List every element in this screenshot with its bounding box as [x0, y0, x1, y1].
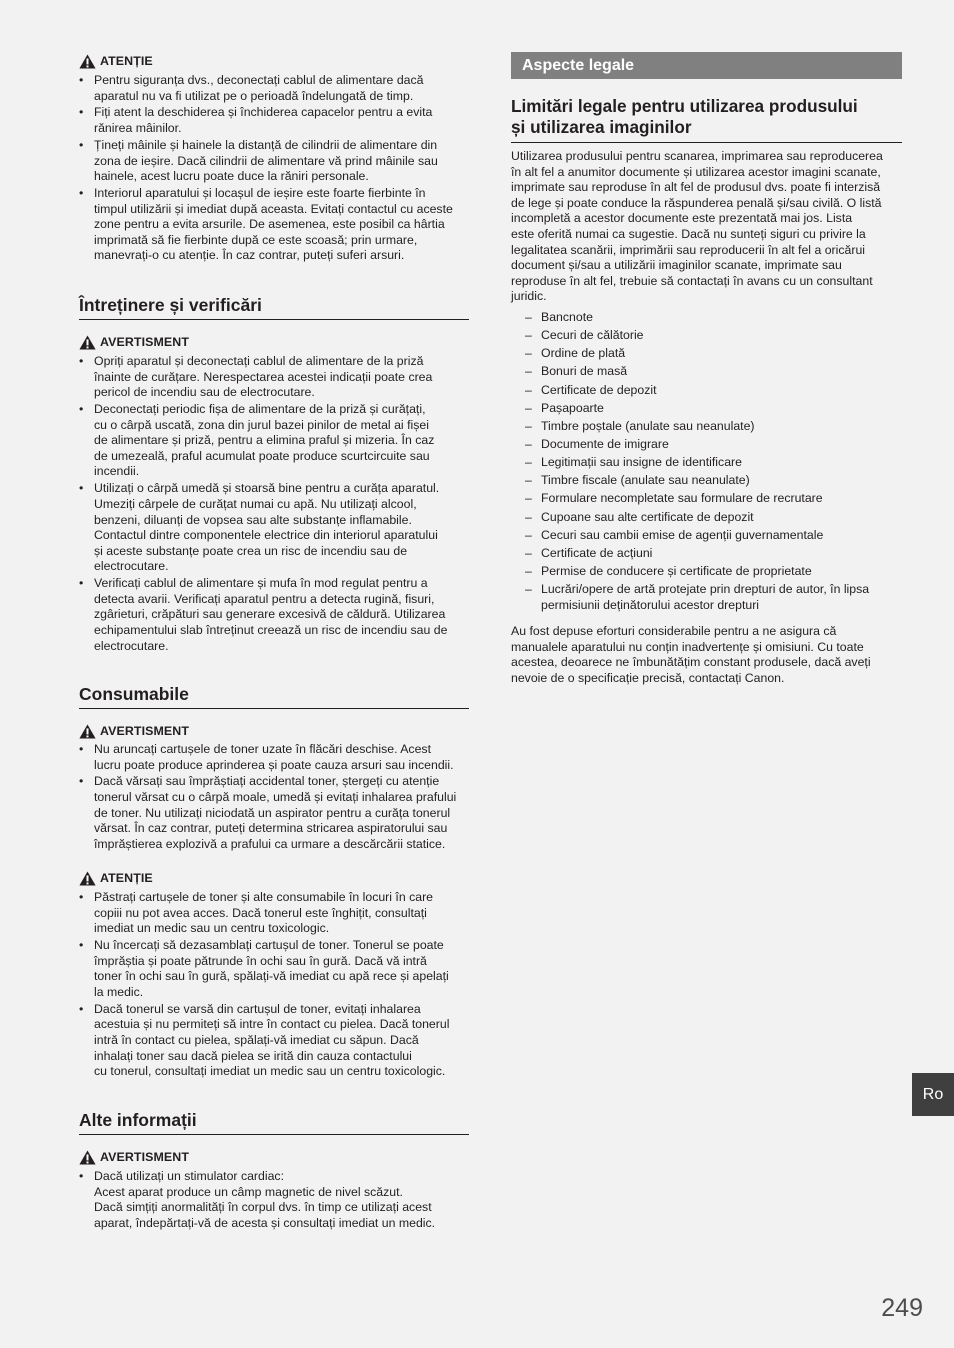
list-item: – Formulare necompletate sau formulare de recrutare — [511, 491, 902, 507]
warning-label: AVERTISMENT — [100, 724, 189, 738]
list-item: • Pentru siguranța dvs., deconectați cablul de alimentare dacă aparatul nu va fi utilizat pe o perioadă îndelungată de timp. — [79, 73, 471, 104]
list-item: – Bonuri de masă — [511, 364, 902, 380]
list-item: • Dacă utilizați un stimulator cardiac: Acest aparat produce un câmp magnetic de nivel scăzut. Dacă simțiți anormalități în corpul dvs. în timp ce utilizați acest aparat, îndepărtați-vă de acesta și consultați imediat un medic. — [79, 1169, 471, 1231]
section-heading-other-info: Alte informații — [79, 1110, 469, 1135]
warning-heading — [79, 334, 189, 350]
caution-label: ATENȚIE — [100, 871, 153, 885]
maintenance-warning-list — [79, 354, 471, 655]
list-item: – Bancnote — [511, 310, 902, 326]
list-item: • Dacă vărsați sau împrăștiați accidental toner, ștergeți cu atenție tonerul vărsat cu o cârpă moale, umedă și evitați inhalarea prafului de toner. Nu utilizați niciodată un aspirator pentru a curăța tonerul vărsat. În caz contrar, puteți determina stricarea aspiratorului sau împrăștierea explozivă a prafului ca urmare a descărcării statice. — [79, 774, 471, 852]
legal-limitations-title: Limitări legale pentru utilizarea produsului și utilizarea imaginilor — [511, 96, 902, 143]
list-item: • Utilizați o cârpă umedă și stoarsă bine pentru a curăța aparatul. Umeziți cârpele de curățat numai cu apă. Nu utilizați alcool, benzeni, diluanți de vopsea sau alte substanțe inflamabile. Contactul dintre componentele electrice din interiorul aparatului și aceste substanțe poate crea un risc de incendiu sau de electrocutare. — [79, 481, 471, 575]
list-item: – Legitimații sau insigne de identificare — [511, 455, 902, 471]
caution-heading — [79, 870, 153, 886]
consumables-caution-list — [79, 890, 471, 1081]
section-banner-legal: Aspecte legale — [511, 52, 902, 79]
warning-triangle-icon — [79, 871, 96, 886]
caution-list — [79, 73, 471, 265]
list-item: – Documente de imigrare — [511, 437, 902, 453]
language-tab[interactable]: Ro — [912, 1073, 954, 1116]
other-info-warning-list — [79, 1169, 471, 1233]
list-item: • Deconectați periodic fișa de alimentare de la priză și curățați, cu o cârpă uscată, zona din jurul bazei pinilor de metal ai fișei de alimentare și priză, pentru a elimina praful și mizeria. În caz de umezeală, praful acumulat poate produce scurtcircuite sau incendii. — [79, 402, 471, 480]
list-item: – Certificate de depozit — [511, 383, 902, 399]
list-item: • Păstrați cartușele de toner și alte consumabile în locuri în care copiii nu pot avea acces. Dacă tonerul este înghițit, consultați imediat un medic sau un centru toxicologic. — [79, 890, 471, 937]
list-item: – Ordine de plată — [511, 346, 902, 362]
section-heading-maintenance: Întreținere și verificări — [79, 295, 469, 320]
caution-label: ATENȚIE — [100, 54, 153, 68]
list-item: • Țineți mâinile și hainele la distanță de cilindrii de alimentare din zona de ieșire. Dacă cilindrii de alimentare vă prind mâinile sau hainele, acest lucru poate duce la răniri personale. — [79, 138, 471, 185]
list-item: – Cupoane sau alte certificate de depozit — [511, 510, 902, 526]
warning-heading — [79, 1149, 189, 1165]
warning-triangle-icon — [79, 724, 96, 739]
warning-heading — [79, 723, 189, 739]
list-item: – Lucrări/opere de artă protejate prin drepturi de autor, în lipsa permisiunii deținătorului acestor drepturi — [511, 582, 902, 613]
list-item: • Nu încercați să dezasamblați cartușul de toner. Tonerul se poate împrăștia și poate pătrunde în ochi sau în gură. Dacă vă intră toner în ochi sau în gură, spălați-vă imediat cu apă rece și apelați la medic. — [79, 938, 471, 1000]
list-item: – Pașapoarte — [511, 401, 902, 417]
list-item: – Timbre poștale (anulate sau neanulate) — [511, 419, 902, 435]
warning-triangle-icon — [79, 54, 96, 69]
warning-triangle-icon — [79, 1150, 96, 1165]
warning-label: AVERTISMENT — [100, 1150, 189, 1164]
legal-intro-paragraph: Utilizarea produsului pentru scanarea, imprimarea sau reproducerea în alt fel a anumitor documente și utilizarea acestor imagini scanate, imprimate sau reproduse în alt fel de produsul dvs. poate fi interzisă de lege și poate conduce la răspunderea penală și/sau civilă. O listă incompletă a acestor documente este prezentată mai jos. Lista este oferită numai ca sugestie. Dacă nu sunteți siguri cu privire la legalitatea scanării, imprimării sau reproducerii în alt fel a oricărui document și/sau a utilizării imaginilor scanate, imprimate sau reproduse în alt fel, trebuie să contactați în avans cu un consultant juridic. — [511, 149, 883, 304]
list-item: – Permise de conducere și certificate de proprietate — [511, 564, 902, 580]
list-item: – Cecuri de călătorie — [511, 328, 902, 344]
section-heading-consumables: Consumabile — [79, 684, 469, 709]
warning-triangle-icon — [79, 335, 96, 350]
warning-label: AVERTISMENT — [100, 335, 189, 349]
legal-outro-paragraph: Au fost depuse eforturi considerabile pentru a ne asigura că manualele aparatului nu conțin inadvertențe și omisiuni. Cu toate acestea, deoarece ne îmbunătățim constant produsele, dacă aveți nevoie de o specificație precisă, contactați Canon. — [511, 624, 871, 685]
list-item: • Nu aruncați cartușele de toner uzate în flăcări deschise. Acest lucru poate produce aprinderea și poate cauza arsuri sau incendii. — [79, 742, 471, 773]
list-item: • Dacă tonerul se varsă din cartușul de toner, evitați inhalarea acestuia și nu permiteți să intre în contact cu pielea. Dacă tonerul intră în contact cu pielea, spălați-vă imediat cu săpun. Dacă inhalați toner sau dacă pielea se irită din cauza contactului cu tonerul, consultați imediat un medic sau un centru toxicologic. — [79, 1002, 471, 1080]
list-item: • Opriți aparatul și deconectați cablul de alimentare de la priză înainte de curățare. Nerespectarea acestei indicații poate crea pericol de incendiu sau de electrocutare. — [79, 354, 471, 401]
caution-heading — [79, 53, 153, 69]
list-item: • Verificați cablul de alimentare și mufa în mod regulat pentru a detecta avarii. Verificați aparatul pentru a detecta rugină, fisuri, zgârieturi, crăpături sau generare excesivă de căldură. Utilizarea echipamentului slab întreținut creează un risc de incendiu sau de electrocutare. — [79, 576, 471, 654]
list-item: – Cecuri sau cambii emise de agenții guvernamentale — [511, 528, 902, 544]
list-item: – Timbre fiscale (anulate sau neanulate) — [511, 473, 902, 489]
consumables-warning-list — [79, 742, 471, 854]
page-number: 249 — [881, 1294, 923, 1322]
list-item: – Certificate de acțiuni — [511, 546, 902, 562]
restricted-documents-list — [511, 310, 902, 616]
list-item: • Interiorul aparatului și locașul de ieșire este foarte fierbinte în timpul utilizării și imediat după aceasta. Evitați contactul cu aceste zone pentru a evita arsurile. De asemenea, este posibil ca hârtia imprimată să fie fierbinte după ce este scoasă; prin urmare, manevrați-o cu atenție. În caz contrar, puteți suferi arsuri. — [79, 186, 471, 264]
list-item: • Fiți atent la deschiderea și închiderea capacelor pentru a evita rănirea mâinilor. — [79, 105, 471, 136]
